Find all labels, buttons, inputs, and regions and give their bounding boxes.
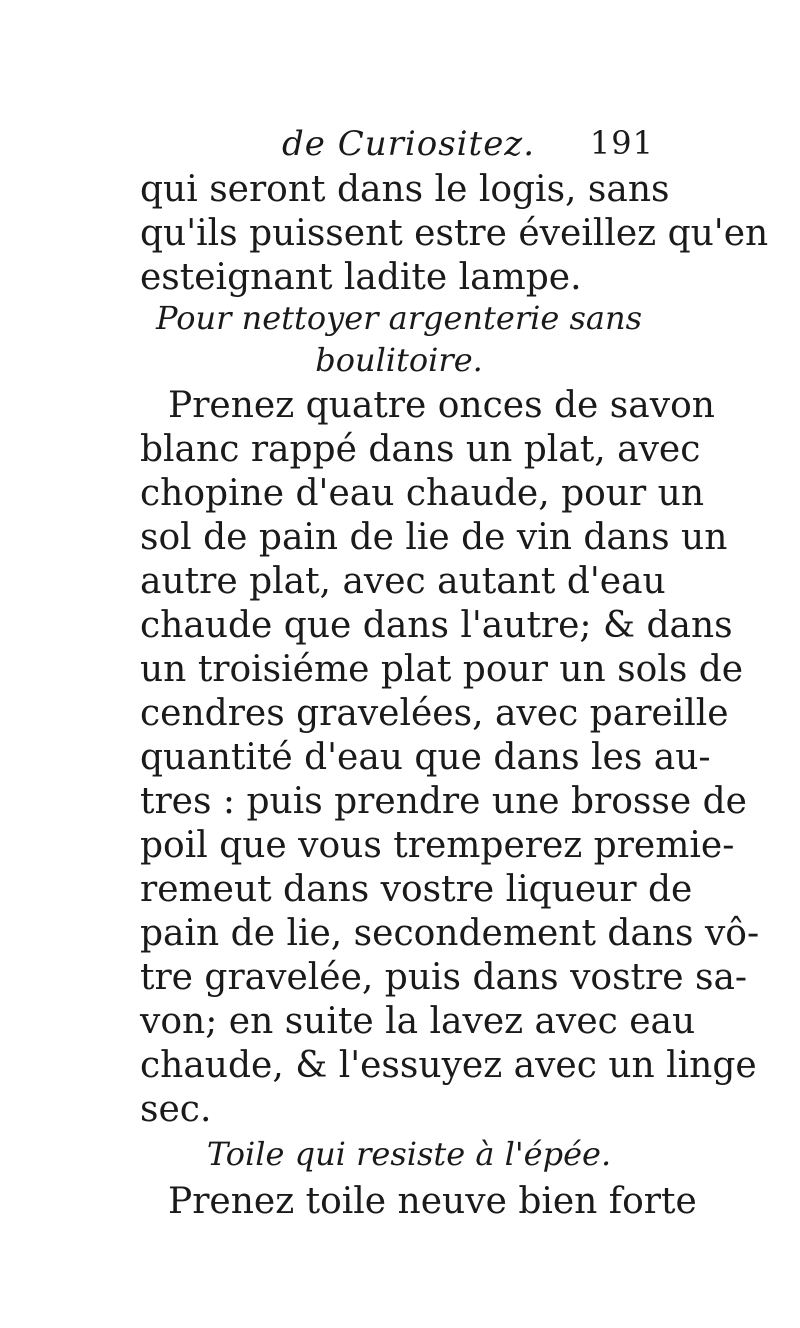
text-line: un troisiéme plat pour un sols de: [140, 649, 744, 690]
text-line: von; en suite la lavez avec eau: [140, 1001, 696, 1042]
text-line: blanc rappé dans un plat, avec: [140, 429, 701, 470]
text-line: Prenez quatre onces de savon: [168, 385, 715, 426]
running-head: [140, 124, 660, 174]
text-line: chaude que dans l'autre; & dans: [140, 605, 733, 646]
text-line: chaude, & l'essuyez avec un linge: [140, 1045, 757, 1086]
text-line: autre plat, avec autant d'eau: [140, 561, 666, 602]
text-line: remeut dans vostre liqueur de: [140, 869, 693, 910]
text-line: poil que vous tremperez premie-: [140, 825, 735, 866]
running-title: de Curiositez.: [282, 124, 536, 164]
section-heading-continued: boulitoire.: [315, 341, 483, 379]
section-heading: Pour nettoyer argenterie sans: [156, 299, 642, 337]
text-line: quantité d'eau que dans les au-: [140, 737, 711, 778]
text-line: qui seront dans le logis, sans: [140, 169, 670, 210]
text-line: sec.: [140, 1089, 212, 1130]
text-line: tres : puis prendre une brosse de: [140, 781, 747, 822]
section-heading: Toile qui resiste à l'épée.: [206, 1135, 612, 1173]
text-line: qu'ils puissent estre éveillez qu'en: [140, 213, 769, 254]
text-line: chopine d'eau chaude, pour un: [140, 473, 705, 514]
text-line: tre gravelée, puis dans vostre sa-: [140, 957, 748, 998]
text-line: Prenez toile neuve bien forte: [168, 1181, 697, 1222]
text-line: cendres gravelées, avec pareille: [140, 693, 729, 734]
text-line: pain de lie, secondement dans vô-: [140, 913, 760, 954]
page-number: 191: [589, 124, 654, 162]
text-line: sol de pain de lie de vin dans un: [140, 517, 728, 558]
text-line: esteignant ladite lampe.: [140, 257, 582, 298]
